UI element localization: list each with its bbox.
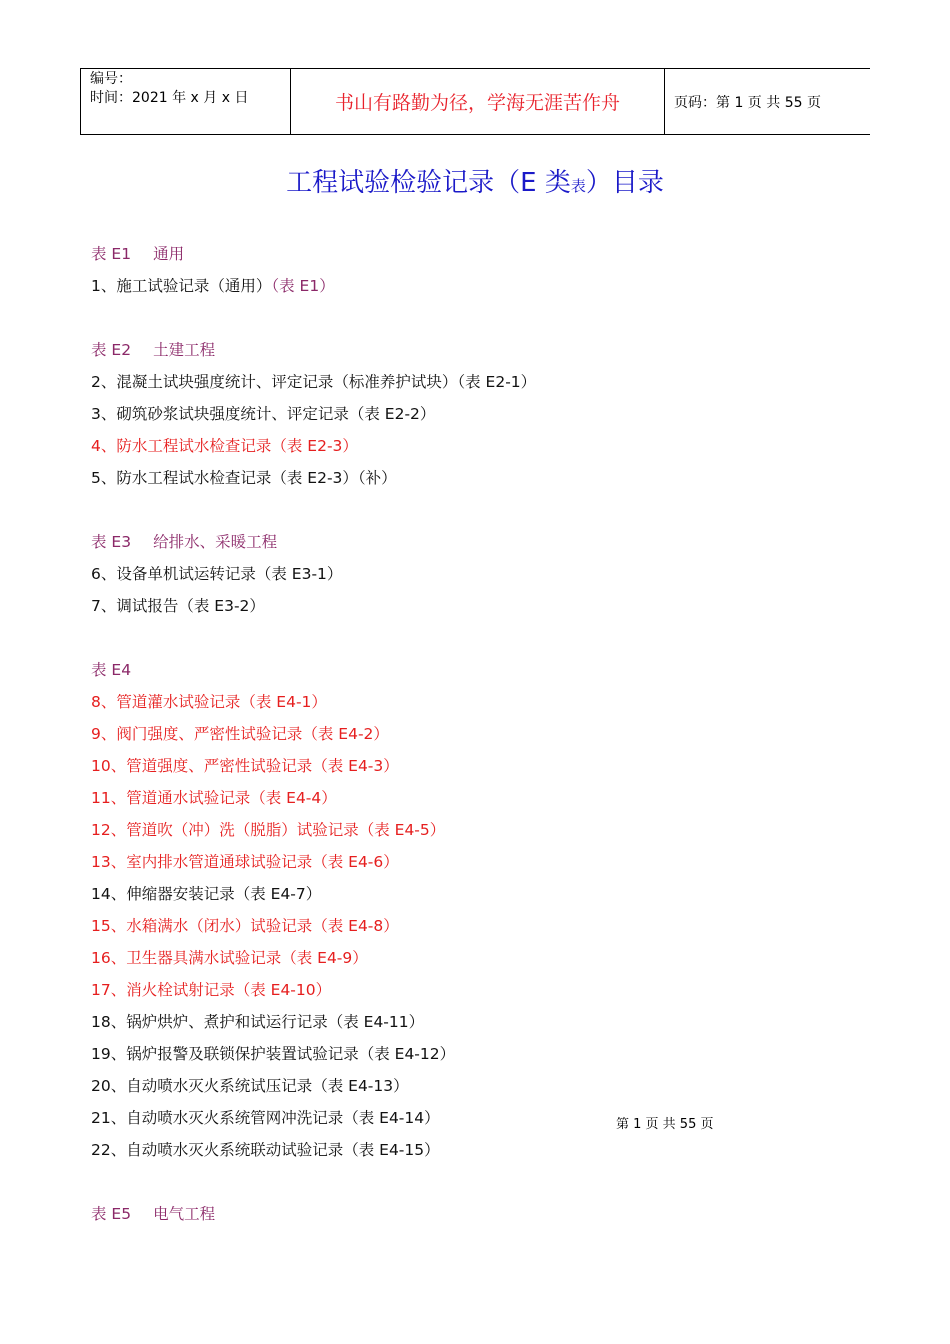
title-small: 表 xyxy=(570,177,586,195)
toc-item-text: 3、砌筑砂浆试块强度统计、评定记录（表 E2-2） xyxy=(91,405,436,423)
toc-item-text: 12、管道吹（冲）洗（脱脂）试验记录（表 E4-5） xyxy=(91,821,446,839)
toc-item xyxy=(91,270,536,302)
toc-list xyxy=(91,238,536,1230)
toc-item xyxy=(91,462,536,494)
toc-item-text: 4、防水工程试水检查记录（表 E2-3） xyxy=(91,437,358,455)
toc-item xyxy=(91,1006,536,1038)
toc-item xyxy=(91,974,536,1006)
section-code: 表 E1 xyxy=(91,245,132,263)
section-code: 表 E2 xyxy=(91,341,132,359)
section-code: 表 E4 xyxy=(91,661,132,679)
toc-item-text: 5、防水工程试水检查记录（表 E2-3）（补） xyxy=(91,469,397,487)
section-heading xyxy=(91,526,536,558)
toc-item-text: 16、卫生器具满水试验记录（表 E4-9） xyxy=(91,949,368,967)
toc-item xyxy=(91,686,536,718)
time-label: 时间：2021 年 x 月 x 日 xyxy=(90,90,249,106)
toc-item-text: 19、锅炉报警及联锁保护装置试验记录（表 E4-12） xyxy=(91,1045,456,1063)
toc-item-text: 1、施工试验记录（通用） xyxy=(91,277,272,295)
toc-item xyxy=(91,878,536,910)
section-heading xyxy=(91,238,536,270)
page-title xyxy=(0,162,950,199)
section-code: 表 E5 xyxy=(91,1205,132,1223)
section-name: 土建工程 xyxy=(153,341,216,359)
toc-item xyxy=(91,814,536,846)
section-name: 给排水、采暖工程 xyxy=(153,533,278,551)
toc-item-text: 11、管道通水试验记录（表 E4-4） xyxy=(91,789,337,807)
toc-item xyxy=(91,782,536,814)
section-heading xyxy=(91,334,536,366)
toc-item-text: 8、管道灌水试验记录（表 E4-1） xyxy=(91,693,327,711)
header-meta-cell xyxy=(81,69,291,135)
toc-item xyxy=(91,430,536,462)
toc-item xyxy=(91,718,536,750)
toc-item xyxy=(91,942,536,974)
toc-item xyxy=(91,558,536,590)
number-label: 编号： xyxy=(90,71,132,87)
toc-item-text: 15、水箱满水（闭水）试验记录（表 E4-8） xyxy=(91,917,399,935)
toc-item-text: 21、自动喷水灭火系统管网冲洗记录（表 E4-14） xyxy=(91,1109,440,1127)
toc-item-text: 9、阀门强度、严密性试验记录（表 E4-2） xyxy=(91,725,389,743)
toc-item-text: 13、室内排水管道通球试验记录（表 E4-6） xyxy=(91,853,399,871)
toc-item-text: 7、调试报告（表 E3-2） xyxy=(91,597,265,615)
title-end: ）目录 xyxy=(585,168,664,198)
title-main: 工程试验检验记录（E 类 xyxy=(286,168,571,198)
section-code: 表 E3 xyxy=(91,533,132,551)
toc-item xyxy=(91,1070,536,1102)
toc-item-text: 6、设备单机试运转记录（表 E3-1） xyxy=(91,565,343,583)
section-name: 电气工程 xyxy=(153,1205,216,1223)
toc-item xyxy=(91,1038,536,1070)
toc-item xyxy=(91,750,536,782)
toc-item-text: 14、伸缩器安装记录（表 E4-7） xyxy=(91,885,322,903)
toc-item xyxy=(91,910,536,942)
toc-item-text: 10、管道强度、严密性试验记录（表 E4-3） xyxy=(91,757,399,775)
toc-item xyxy=(91,590,536,622)
toc-item xyxy=(91,1102,536,1134)
toc-item-text: 2、混凝土试块强度统计、评定记录（标准养护试块）（表 E2-1） xyxy=(91,373,537,391)
section-heading xyxy=(91,1198,536,1230)
toc-item xyxy=(91,398,536,430)
section-name: 通用 xyxy=(153,245,185,263)
page-footer: 第 1 页 共 55 页 xyxy=(616,1117,714,1132)
toc-item-text: 17、消火栓试射记录（表 E4-10） xyxy=(91,981,332,999)
page-code: 页码：第 1 页 共 55 页 xyxy=(665,69,871,135)
toc-item-ref: （表 E1） xyxy=(271,277,335,295)
toc-item xyxy=(91,846,536,878)
toc-item xyxy=(91,366,536,398)
toc-item-text: 20、自动喷水灭火系统试压记录（表 E4-13） xyxy=(91,1077,409,1095)
toc-item-text: 22、自动喷水灭火系统联动试验记录（表 E4-15） xyxy=(91,1141,440,1159)
motto: 书山有路勤为径，学海无涯苦作舟 xyxy=(291,69,665,135)
toc-item-text: 18、锅炉烘炉、煮护和试运行记录（表 E4-11） xyxy=(91,1013,425,1031)
section-heading xyxy=(91,654,536,686)
toc-item xyxy=(91,1134,536,1166)
header-table xyxy=(80,68,870,135)
